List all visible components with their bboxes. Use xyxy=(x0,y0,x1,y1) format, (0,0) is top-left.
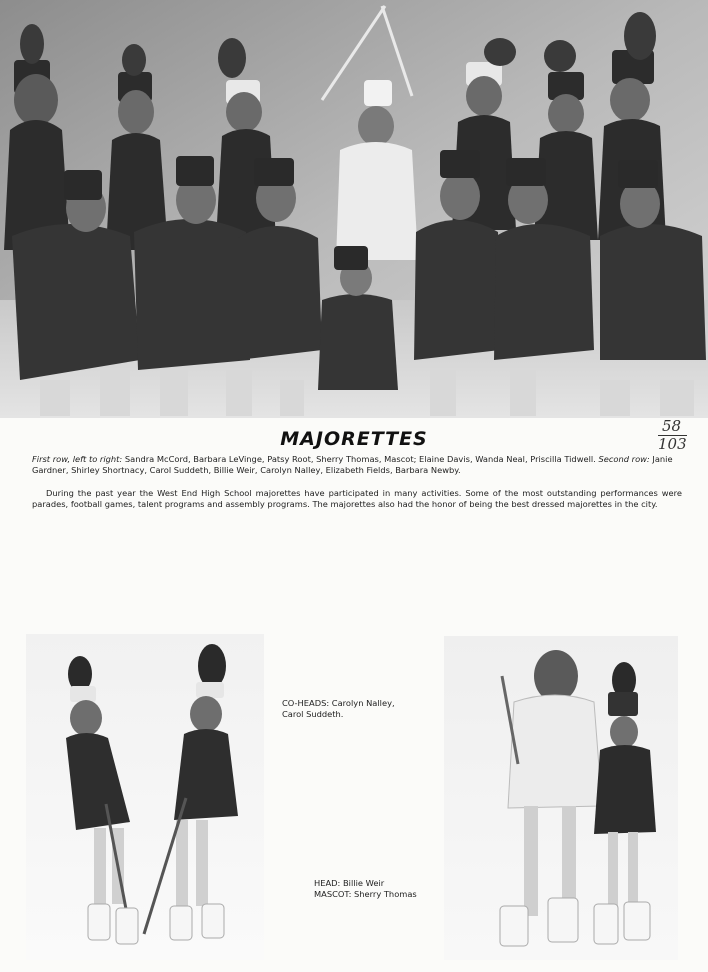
caption-lead: First row, left to right: xyxy=(32,454,123,464)
mascot-line: MASCOT: Sherry Thomas xyxy=(314,889,417,899)
body-paragraph: During the past year the West End High School majorettes have participated in many activities. Some of the most outstanding performances were parades, football games, talent programs and assembly programs. The majorettes also had the honor of being the best dressed majorettes in the city. xyxy=(32,488,682,509)
page-number-bottom: 103 xyxy=(658,435,687,453)
page-title: MAJORETTES xyxy=(280,428,428,450)
head-line: HEAD: Billie Weir xyxy=(314,878,385,888)
group-caption xyxy=(32,454,680,476)
group-photo xyxy=(0,0,708,418)
coheads-photo xyxy=(26,634,264,960)
head-mascot-photo xyxy=(444,636,678,960)
head-caption xyxy=(314,878,434,900)
caption-second-row: Janie Gardner, Shirley Shortnacy, Carol Suddeth, Billie Weir, Carolyn Nalley, Elizabeth Fields, Barbara Newby. xyxy=(32,454,673,475)
caption-second-lead: Second row: xyxy=(598,454,650,464)
coheads-caption xyxy=(282,698,422,720)
coheads-line-1: CO-HEADS: Carolyn Nalley, xyxy=(282,698,395,708)
page-number-top: 58 xyxy=(662,417,682,435)
caption-first-row: Sandra McCord, Barbara LeVinge, Patsy Root, Sherry Thomas, Mascot; Elaine Davis, Wanda Neal, Priscilla Tidwell. xyxy=(124,454,596,464)
coheads-line-2: Carol Suddeth. xyxy=(282,709,344,719)
page-number-note xyxy=(658,417,702,453)
